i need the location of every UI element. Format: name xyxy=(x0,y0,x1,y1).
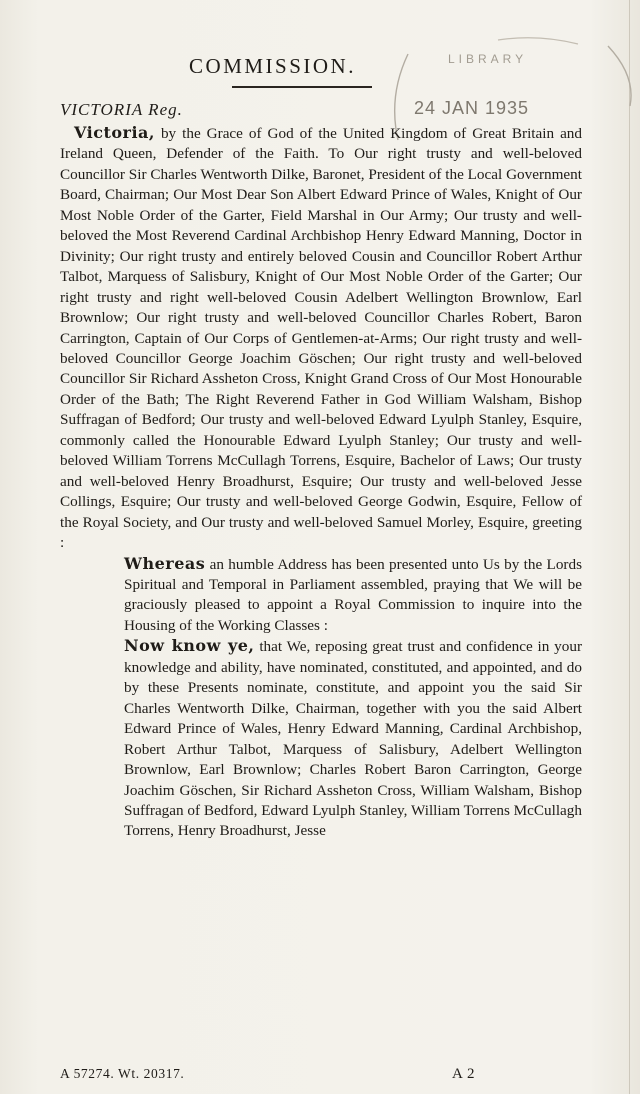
paragraph-address-text: by the Grace of God of the United Kingdom of Great Britain and Ireland Queen, Defender of the Faith. To Our right trusty and well-beloved Councillor Sir Charles Wentworth Dilke, Baronet, President of the Local Government Board, Chairman; Our Most Dear Son Albert Edward Prince of Wales, Knight of Our Most Noble Order of the Garter, Field Marshal in Our Army; Our trusty and well-beloved the Most Reverend Cardinal Archbishop Henry Edward Manning, Doctor in Divinity; Our right trusty and entirely beloved Cousin and Councillor Robert Arthur Talbot, Marquess of Salisbury, Knight of Our Most Noble Order of the Garter; Our right trusty and right well-beloved Cousin Adelbert Wellington Brownlow, Earl Brownlow; Our right trusty and well-beloved Councillor Charles Robert, Baron Carrington, Captain of Our Corps of Gentlemen-at-Arms; Our right trusty and well-beloved Councillor George Joachim Göschen; Our right trusty and well-beloved Councillor Sir Richard Assheton Cross, Knight Grand Cross of Our Most Honourable Order of the Bath; The Right Reverend Father in God William Walsham, Bishop Suffragan of Bedford; Our trusty and well-beloved Edward Lyulph Stanley, Esquire, commonly called the Honourable Edward Lyulph Stanley; Our trusty and well-beloved William Torrens McCullagh Torrens, Esquire, Bachelor of Laws; Our trusty and well-beloved Henry Broadhurst, Esquire; Our trusty and well-beloved Jesse Collings, Esquire; Our trusty and well-beloved George Godwin, Esquire, Fellow of the Royal Society, and Our trusty and well-beloved Samuel Morley, Esquire, greeting : xyxy=(60,125,582,552)
paragraph-address xyxy=(60,123,582,554)
now-know-ye-blackletter: Now know ye, xyxy=(124,636,255,656)
commission-text xyxy=(60,123,582,842)
whereas-blackletter: Whereas xyxy=(124,553,206,573)
signature-mark: A 2 xyxy=(452,1066,476,1082)
victoria-blackletter: Victoria, xyxy=(74,123,155,142)
document-title: COMMISSION. xyxy=(189,54,356,78)
register-label: VICTORIA Reg. xyxy=(60,100,183,119)
paragraph-whereas xyxy=(60,554,582,637)
stamp-date: 24 JAN 1935 xyxy=(414,98,530,118)
page-edge-shadow xyxy=(629,0,630,1094)
paragraph-now-know-ye-text: that We, reposing great trust and confidence in your knowledge and ability, have nominated, constituted, and appointed, and do by these Presents nominate, constitute, and appoint you the said Sir Charles Wentworth Dilke, Chairman, together with you the said Albert Edward Prince of Wales, Henry Edward Manning, Cardinal Archbishop, Robert Arthur Talbot, Marquess of Salisbury, Adelbert Wellington Brownlow, Earl Brownlow; Charles Robert Baron Carrington, George Joachim Göschen, Sir Richard Assheton Cross, William Walsham, Bishop Suffragan of Bedford, Edward Lyulph Stanley, William Torrens McCullagh Torrens, Henry Broadhurst, Jesse xyxy=(124,638,582,840)
stamp-library-text: LIBRARY xyxy=(448,52,528,66)
print-reference: A 57274. Wt. 20317. xyxy=(60,1066,185,1081)
title-rule xyxy=(232,86,372,88)
paragraph-now-know-ye xyxy=(60,636,582,842)
paragraph-whereas-text: an humble Address has been presented unto Us by the Lords Spiritual and Temporal in Parliament assembled, praying that We will be graciously pleased to appoint a Royal Commission to inquire into the Housing of the Working Classes : xyxy=(124,555,582,634)
